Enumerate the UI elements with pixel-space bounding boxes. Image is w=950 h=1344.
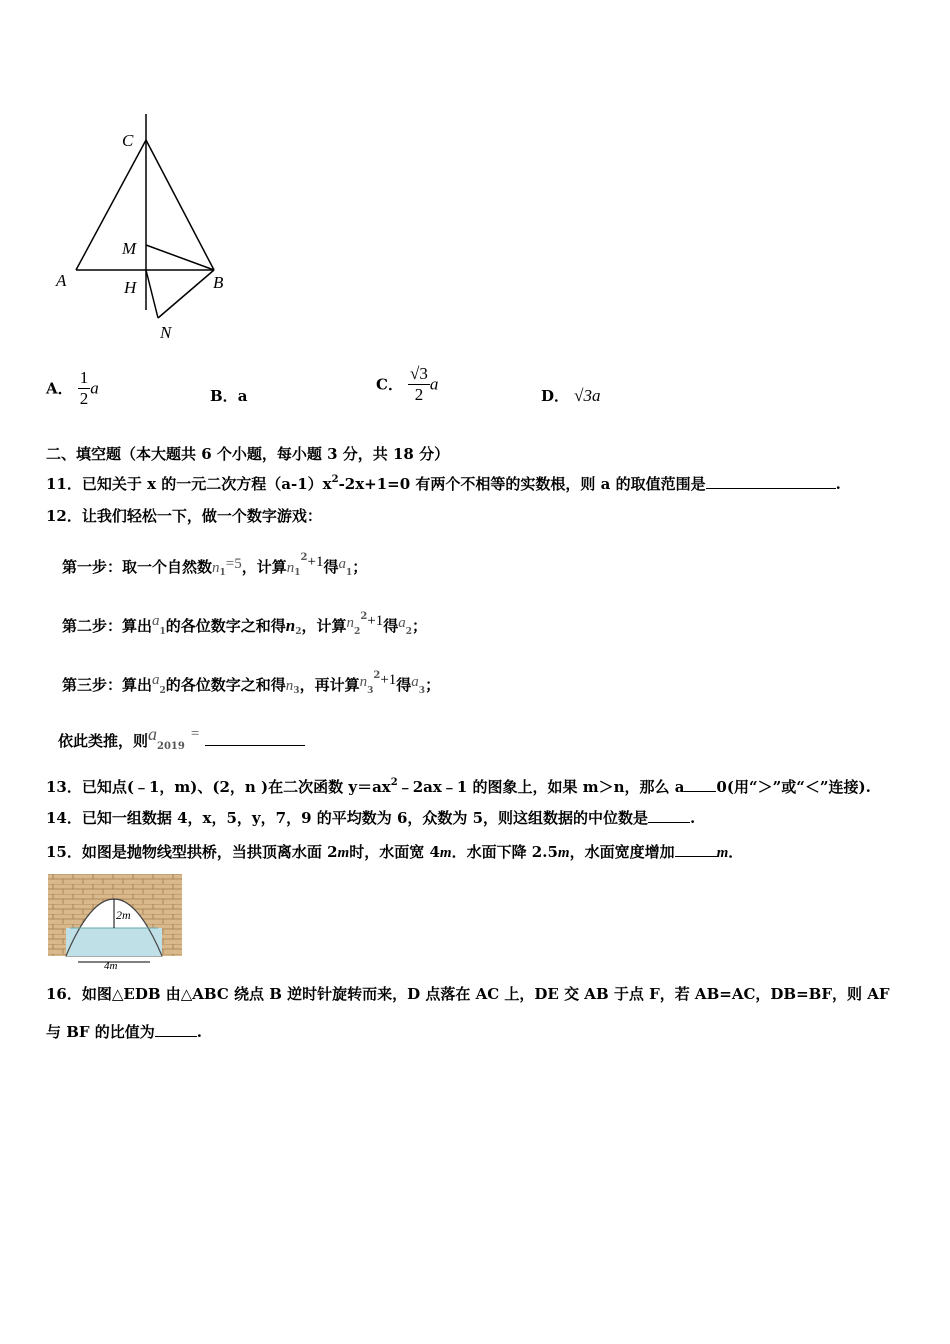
q15-m4: m: [716, 845, 729, 861]
q12-step1-eq: =5: [225, 556, 242, 572]
q12-step2-c: ，计算: [301, 617, 347, 635]
q12-step3-expr-sub: 3: [367, 686, 374, 696]
option-d: [541, 386, 600, 406]
q13-mid: ﹣2ax﹣1 的图象上，如果 m＞n，那么 a: [397, 778, 685, 796]
q12-step3-n-sub: 3: [293, 686, 300, 696]
q14-end: .: [690, 809, 696, 827]
label-n: N: [160, 323, 172, 342]
option-d-text: √3a: [574, 386, 601, 405]
q12-conclusion-v: a: [148, 724, 158, 744]
q16-end: .: [196, 1023, 203, 1041]
section-title: 二、填空题（本大题共 6 个小题，每小题 3 分，共 18 分）: [46, 445, 450, 463]
q12-step3-e: ；: [425, 676, 441, 694]
q13-sup: 2: [390, 777, 398, 788]
q15-m1: m: [337, 845, 350, 861]
q12-step3-c: ，再计算: [299, 676, 360, 694]
q12-step2-d: 得: [383, 617, 399, 635]
q12-step1-res-sub: 1: [345, 568, 353, 578]
question-16-line2: [46, 1022, 202, 1042]
q12-step2: [62, 607, 427, 642]
option-c: [376, 364, 438, 405]
q12-step1-expr-plus: +1: [307, 554, 324, 570]
q12-step3-b: 的各位数字之和得: [165, 676, 286, 694]
q13-end: 0(用“＞”或“＜”连接).: [716, 778, 871, 796]
q12-step3: [62, 666, 440, 701]
water: [66, 928, 162, 956]
q12-step2-v-sub: 1: [159, 627, 166, 637]
segment-bn: [158, 270, 214, 318]
q15-mid3: ，水面宽度增加: [569, 843, 675, 861]
label-h: H: [124, 278, 137, 297]
option-b-text: a: [237, 387, 248, 405]
q11-sup: 2: [331, 474, 339, 485]
q12-step1-res: a: [338, 556, 346, 572]
q12-step1-b: ，计算: [241, 558, 287, 576]
option-a-denominator: 2: [79, 389, 89, 408]
option-a: [46, 368, 99, 409]
q12-conclusion-eq: =: [190, 726, 200, 742]
q15-m2: m: [439, 845, 452, 861]
option-c-letter: C．: [376, 375, 403, 394]
option-c-denominator: 2: [414, 385, 424, 404]
q12-answer-blank[interactable]: [205, 731, 305, 746]
q12-step2-b: 的各位数字之和得: [165, 617, 286, 635]
q12-step1-expr-sub: 1: [294, 568, 301, 578]
q11-answer-blank[interactable]: [706, 474, 836, 489]
q12-step3-v-sub: 2: [159, 686, 166, 696]
q12-step3-res: a: [411, 674, 419, 690]
option-c-fraction: [408, 364, 430, 405]
side-cb: [146, 140, 214, 270]
width-label: 4m: [104, 960, 118, 970]
q12-step3-n: n: [285, 678, 294, 694]
q12-step2-v: a: [152, 613, 160, 629]
question-12-intro: 12．让我们轻松一下，做一个数字游戏：: [46, 507, 322, 525]
q12-step2-res: a: [398, 615, 406, 631]
bridge-figure: [48, 874, 182, 970]
q15-m3: m: [557, 845, 570, 861]
option-c-numerator: √3: [410, 364, 428, 383]
q11-prefix: 11．已知关于 x 的一元二次方程（a-1）x: [46, 475, 332, 493]
q12-conclusion-a: 依此类推，则: [58, 732, 149, 750]
q12-step3-res-sub: 3: [418, 686, 426, 696]
q12-step1-c: 得: [323, 558, 339, 576]
q15-mid1: 时，水面宽 4: [349, 843, 440, 861]
segment-nh: [146, 270, 158, 318]
option-c-var: a: [429, 374, 439, 394]
q16-answer-blank[interactable]: [155, 1022, 197, 1037]
question-15: [46, 842, 743, 863]
height-label: 2m: [116, 908, 131, 922]
q12-step1-a: 第一步：取一个自然数: [62, 558, 213, 576]
option-a-var: a: [90, 378, 99, 398]
q14-text: 14．已知一组数据 4，x，5，y，7，9 的平均数为 6，众数为 5，则这组数据的中位数是: [46, 809, 649, 827]
q12-step1-n-sub: 1: [219, 568, 226, 578]
q15-mid2: ．水面下降 2.5: [451, 843, 558, 861]
option-a-fraction: [78, 368, 91, 409]
question-13: [46, 773, 871, 797]
option-a-numerator: 1: [79, 368, 89, 387]
question-16-line1: 16．如图△EDB 由△ABC 绕点 B 逆时针旋转而来，D 点落在 AC 上，DE 交 AB 于点 F，若 AB=AC，DB=BF，则 AF: [46, 985, 890, 1003]
q12-step2-n: n: [285, 616, 296, 635]
question-14: [46, 808, 695, 828]
q11-suffix: -2x+1=0 有两个不相等的实数根，则 a 的取值范围是: [338, 475, 706, 493]
q12-step3-expr-sup: 2: [373, 670, 381, 681]
q12-step1-expr-n: n: [286, 560, 295, 576]
q12-step2-expr-sub: 2: [354, 627, 361, 637]
q13-answer-blank[interactable]: [684, 777, 716, 792]
label-c: C: [122, 131, 134, 150]
q12-step3-v: a: [152, 672, 160, 688]
q12-step2-e: ；: [412, 617, 428, 635]
q12-step1-d: ；: [352, 558, 368, 576]
q12-step1-expr-sup: 2: [300, 552, 308, 563]
q12-step2-expr-n: n: [346, 615, 355, 631]
question-11: [46, 470, 841, 494]
q13-text: 13．已知点(﹣1，m)、(2，n )在二次函数 y＝ax: [46, 778, 391, 796]
label-a: A: [56, 271, 67, 290]
q12-conclusion-v-sub: 2019: [157, 741, 185, 752]
q12-step3-expr-n: n: [359, 674, 368, 690]
q12-step1: [62, 548, 367, 583]
q12-step2-n-sub: 2: [295, 627, 302, 637]
label-b: B: [213, 273, 224, 292]
q12-step1-n: n: [212, 560, 220, 576]
option-b: [210, 386, 247, 406]
q12-step2-a: 第二步：算出: [62, 617, 153, 635]
option-a-letter: A．: [46, 379, 73, 398]
q12-conclusion: [58, 724, 305, 757]
segment-mb: [146, 245, 214, 270]
q12-step3-expr-plus: +1: [380, 672, 397, 688]
q12-step2-res-sub: 2: [405, 627, 413, 637]
q16-line2-text: 与 BF 的比值为: [46, 1023, 155, 1041]
q15-text: 15．如图是抛物线型拱桥，当拱顶离水面 2: [46, 843, 338, 861]
q15-end: ．: [728, 843, 744, 861]
q14-answer-blank[interactable]: [648, 808, 690, 823]
q12-step3-a: 第三步：算出: [62, 676, 153, 694]
q15-answer-blank[interactable]: [675, 842, 717, 857]
option-b-letter: B．: [210, 387, 238, 405]
q11-end: .: [835, 475, 841, 493]
triangle-figure: [50, 110, 240, 350]
q12-step2-expr-sup: 2: [360, 611, 368, 622]
label-m: M: [122, 239, 137, 258]
option-d-letter: D．: [541, 387, 570, 405]
q12-step3-d: 得: [396, 676, 412, 694]
q12-step2-expr-plus: +1: [367, 613, 384, 629]
